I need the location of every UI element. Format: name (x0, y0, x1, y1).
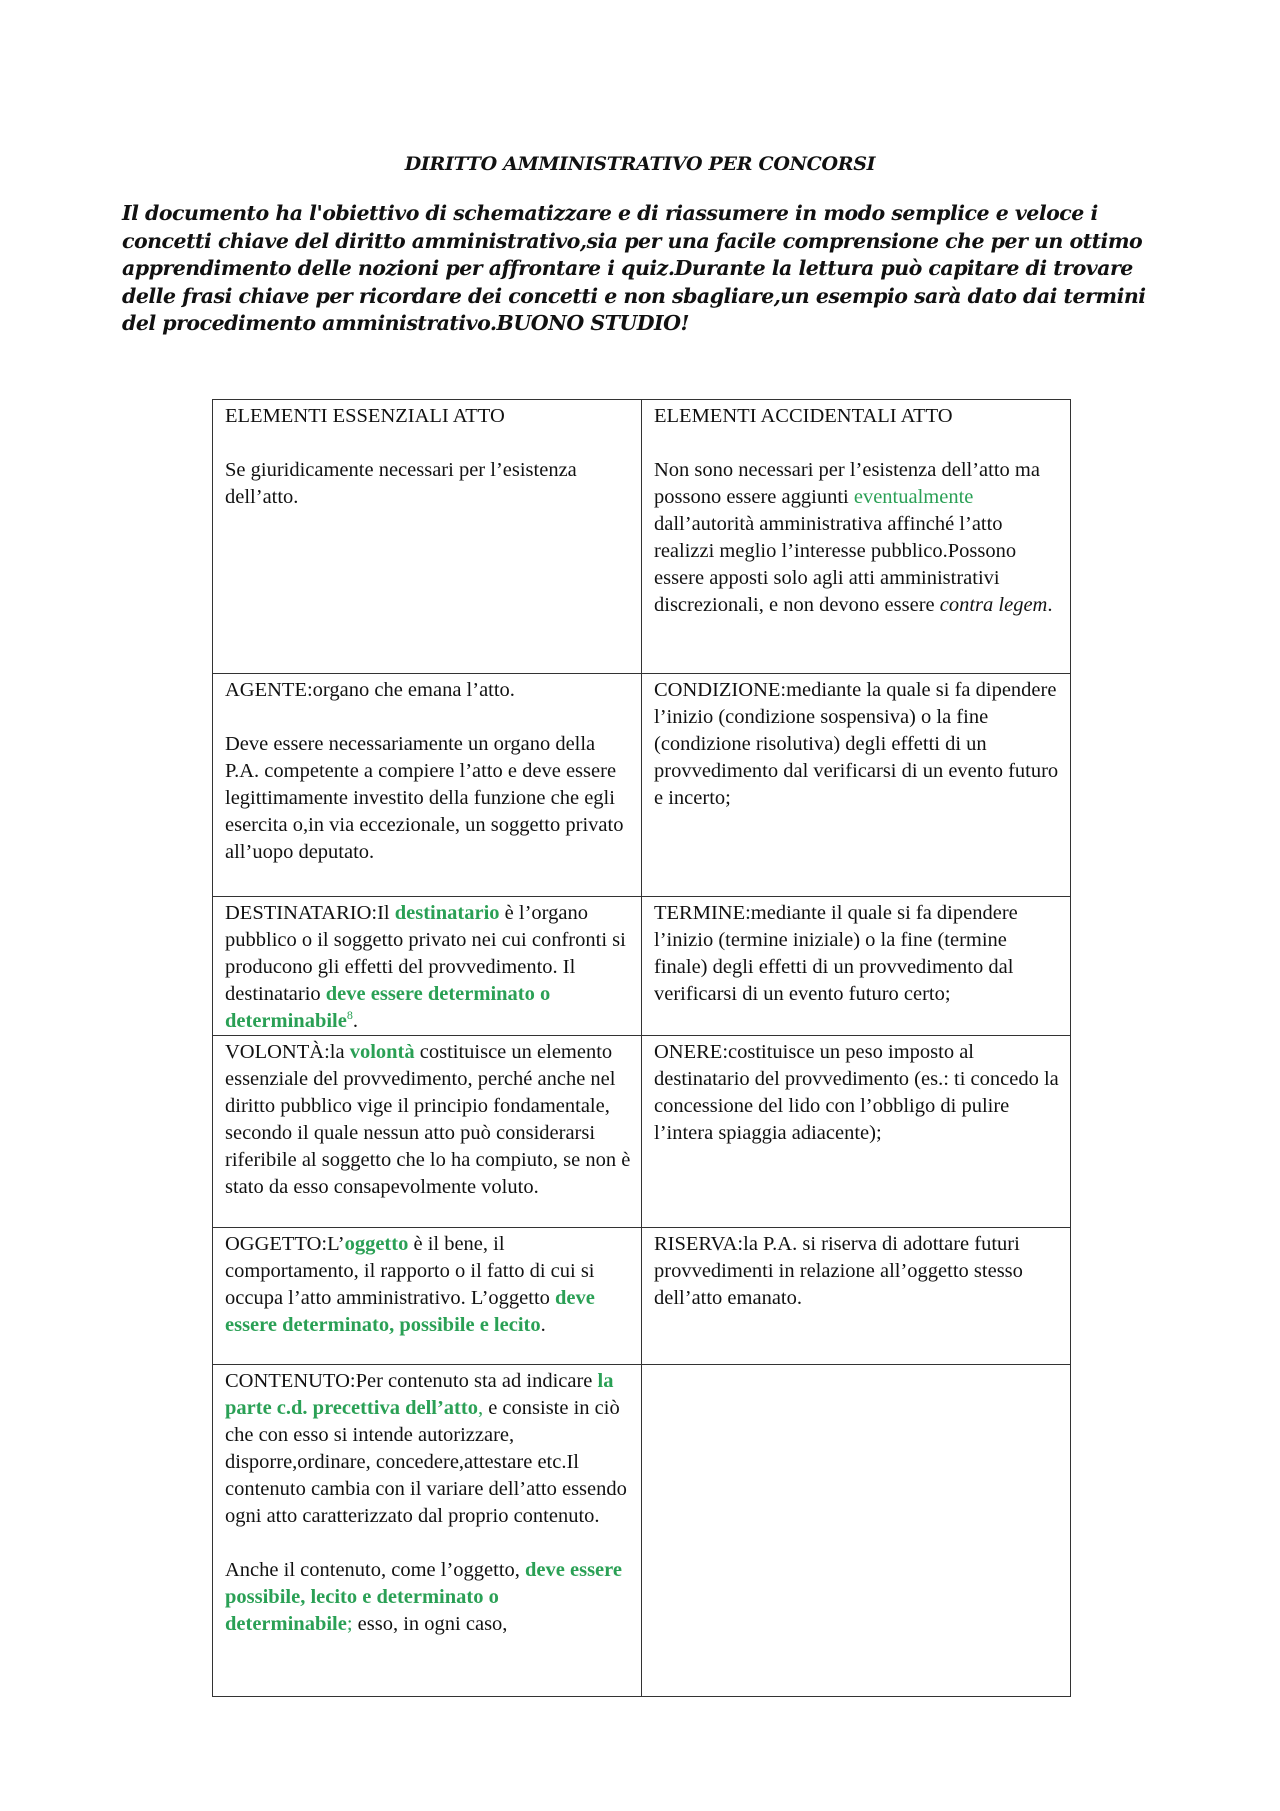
contenuto-paragraph-1: CONTENUTO:Per contenuto sta ad indicare la parte c.d. precettiva dell’atto, e consiste in ciò che con esso si intende autorizzare, disporre,ordinare, concedere,attestare etc.Il contenuto cambia con il variare dell’atto essendo ogni atto caratterizzato dal proprio contenuto. (225, 1370, 627, 1527)
accidentali-description: Non sono necessari per l’esistenza dell’atto ma possono essere aggiunti eventualmente dall’autorità amministrativa affinché l’atto realizzi meglio l’interesse pubblico.Possono essere apposti solo agli atti amministrativi discrezionali, e non devono essere contra legem. (654, 459, 1053, 616)
termine-cell (642, 897, 1071, 1036)
empty-cell (642, 1365, 1071, 1697)
italic-contra-legem: contra legem (939, 594, 1048, 616)
highlight-precettiva: la parte c.d. precettiva dell’atto (225, 1370, 614, 1419)
table-row (213, 897, 1071, 1036)
agente-intro: AGENTE:organo che emana l’atto. (225, 679, 515, 701)
highlight-destinatario: destinatario (394, 902, 500, 924)
table-row (213, 674, 1071, 897)
condizione-cell (642, 674, 1071, 897)
essenziali-header-cell (213, 400, 642, 674)
document-intro: Il documento ha l'obiettivo di schematizzare e di riassumere in modo semplice e veloce i concetti chiave del diritto amministrativo,sia per una facile comprensione che per un ottimo apprendimento delle nozioni per affrontare i quiz.Durante la lettura può capitare di trovare delle frasi chiave per ricordare dei concetti e non sbagliare,un esempio sarà dato dai termini del procedimento amministrativo.BUONO STUDIO! (122, 201, 1146, 336)
highlight-possibile: deve essere determinato, possibile e lecito (225, 1287, 595, 1336)
elements-table (212, 399, 1071, 1697)
contenuto-paragraph-2: Anche il contenuto, come l’oggetto, deve essere possibile, lecito e determinato o determinabile; esso, in ogni caso, (225, 1559, 622, 1635)
onere-cell (642, 1036, 1071, 1228)
highlight-determinato: deve essere determinato o determinabile (225, 983, 551, 1032)
table-row (213, 400, 1071, 674)
condizione-text: CONDIZIONE:mediante la quale si fa dipendere l’inizio (condizione sospensiva) o la fine (condizione risolutiva) degli effetti di un provvedimento dal verificarsi di un evento futuro e incerto; (654, 679, 1059, 809)
highlight-volonta: volontà (349, 1041, 415, 1063)
riserva-text: RISERVA:la P.A. si riserva di adottare futuri provvedimenti in relazione all’oggetto stesso dell’atto emanato. (654, 1233, 1023, 1309)
table-row (213, 1036, 1071, 1228)
highlight-oggetto: oggetto (344, 1233, 409, 1255)
agente-cell (213, 674, 642, 897)
destinatario-cell: DESTINATARIO:Il destinatario è l’organo pubblico o il soggetto privato nei cui confronti si producono gli effetti del provvedimento. Il destinatario deve essere determinato o determinabile$^8$. (213, 897, 642, 1036)
highlight-eventualmente: eventualmente (853, 486, 974, 508)
accidentali-header-cell (642, 400, 1071, 674)
table-row (213, 1228, 1071, 1365)
oggetto-cell: OGGETTO:L’oggetto è il bene, il comportamento, il rapporto o il fatto di cui si occupa l’atto amministrativo. L’oggetto deve essere determinato, possibile e lecito. (213, 1228, 642, 1365)
accidentali-header: ELEMENTI ACCIDENTALI ATTO (654, 405, 953, 427)
riserva-cell (642, 1228, 1071, 1365)
footnote-marker[interactable]: 8 (346, 1008, 353, 1023)
essenziali-header: ELEMENTI ESSENZIALI ATTO (225, 405, 505, 427)
volonta-cell: VOLONTÀ:la volontà costituisce un elemento essenziale del provvedimento, perché anche nel diritto pubblico vige il principio fondamentale, secondo il quale nessun atto può considerarsi riferibile al soggetto che lo ha compiuto, se non è stato da esso consapevolmente voluto. (213, 1036, 642, 1228)
highlight-lecito: deve essere possibile, lecito e determinato o determinabile (225, 1559, 622, 1635)
termine-text: TERMINE:mediante il quale si fa dipendere l’inizio (termine iniziale) o la fine (termine finale) degli effetti di un provvedimento dal verificarsi di un evento futuro certo; (654, 902, 1018, 1005)
onere-text: ONERE:costituisce un peso imposto al destinatario del provvedimento (es.: ti concedo la concessione del lido con l’obbligo di pulire l’intera spiaggia adiacente); (654, 1041, 1059, 1144)
document-title: DIRITTO AMMINISTRATIVO PER CONCORSI (404, 153, 876, 175)
agente-text: Deve essere necessariamente un organo della P.A. competente a compiere l’atto e deve essere legittimamente investito della funzione che egli esercita o,in via eccezionale, un soggetto privato all’uopo deputato. (225, 733, 624, 863)
essenziali-description: Se giuridicamente necessari per l’esistenza dell’atto. (225, 459, 577, 508)
table-row (213, 1365, 1071, 1697)
contenuto-cell (213, 1365, 642, 1697)
